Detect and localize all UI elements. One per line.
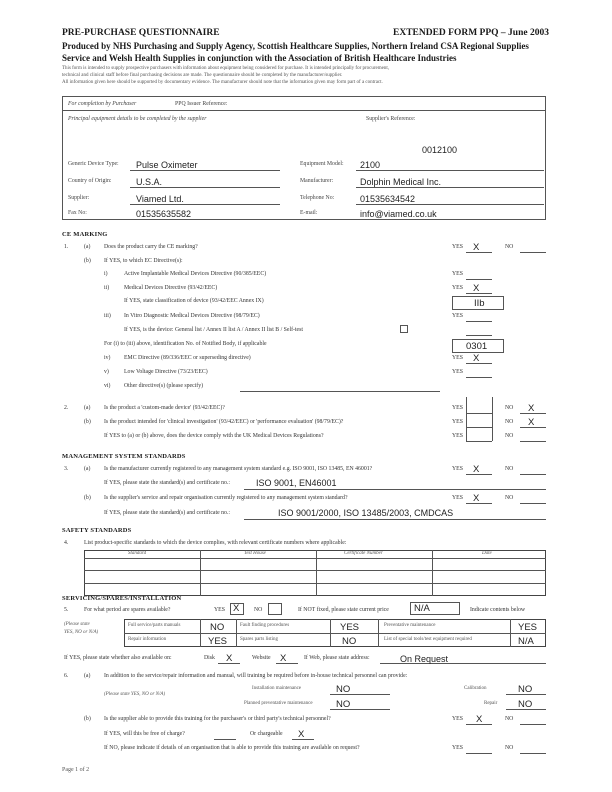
service-heading: SERVICING/SPARES/INSTALLATION [62, 595, 182, 602]
model-field[interactable]: 2100 [360, 160, 381, 170]
q1a-yes-mark[interactable]: X [473, 242, 480, 253]
no-label: NO [505, 405, 514, 411]
dir-v-yes-line [466, 377, 492, 378]
table-row-rule [84, 583, 546, 584]
yes-label: YES [452, 405, 463, 411]
q6b-free-line [214, 739, 236, 740]
r2c1-label: Repair information [128, 637, 167, 642]
r2c2-label: Spares parts listing [240, 637, 279, 642]
r1c3-label: Preventative maintenance [384, 623, 436, 628]
service-grid-rule [124, 633, 546, 634]
q5-yes-mark[interactable]: X [233, 603, 240, 614]
q1b-text: If YES, to which EC Directive(s): [104, 258, 183, 264]
q6-calibration-value[interactable]: NO [518, 684, 533, 695]
no-label: NO [505, 495, 514, 501]
no-label: NO [505, 466, 514, 472]
r1c1-value[interactable]: NO [210, 622, 225, 633]
intro-line2: technical and clinical staff before final purchasing decisions are made. The questionnaire should be completed by the manufacturer/supplier. [62, 73, 343, 78]
q2a-text: Is the product a 'custom-made device' (93/42/EEC)? [104, 405, 225, 411]
website-mark[interactable]: X [280, 653, 287, 664]
q3-number: 3. [64, 466, 69, 472]
safety-heading: SAFETY STANDARDS [62, 527, 132, 534]
country-field[interactable]: U.S.A. [136, 177, 163, 187]
q1a-text: Does the product carry the CE marking? [104, 244, 198, 250]
q6-repair-label: Repair [484, 701, 498, 706]
generic-type-label: Generic Device Type: [68, 161, 119, 167]
no-label: NO [505, 433, 514, 439]
service-grid-rule [510, 619, 511, 647]
service-grid-rule [378, 619, 379, 647]
q5-no-label: NO [254, 607, 263, 613]
q6-install-label: Installation maintenance [252, 686, 302, 691]
yes-label: YES [452, 495, 463, 501]
telephone-label: Telephone No: [300, 195, 335, 201]
q6-calibration-label: Calibration [464, 686, 487, 691]
dir-v-text: Low Voltage Directive (73/23/EEC) [124, 369, 208, 375]
col-date: Date [482, 551, 492, 556]
notified-body-value[interactable]: 0301 [466, 341, 488, 352]
dir-iii-sub-line [466, 335, 492, 336]
yes-label: YES [452, 745, 463, 751]
dir-ii-num: ii) [104, 285, 110, 291]
yes-label: YES [452, 313, 463, 319]
q3a-text: Is the manufacturer currently registered to any management system standard e.g. ISO 9001, ISO 13485, EN 46001? [104, 466, 373, 472]
dir-iv-text: EMC Directive (89/336/EEC or superseding directive) [124, 355, 251, 361]
col-test-house: Test House [244, 551, 266, 556]
r2c2-value[interactable]: NO [342, 636, 357, 647]
q6b-yes-mark[interactable]: X [476, 714, 483, 725]
q2-box-left [466, 397, 467, 441]
q6b-charge-mark[interactable]: X [298, 729, 305, 740]
q2b-sub: (b) [84, 419, 91, 425]
dir-ii-text: Medical Devices Directive (93/42/EEC) [124, 285, 218, 291]
col-standard: Standard [128, 551, 147, 556]
q5-yes-label: YES [214, 607, 225, 613]
dir-i-text: Active Implantable Medical Devices Directive (90/385/EEC) [124, 271, 267, 277]
q6c-no-line [520, 753, 546, 754]
divider [62, 110, 546, 111]
header-line3: Service and Welsh Health Supplies in conjunction with the Association of British Healthcare Industries [62, 53, 457, 63]
no-label: NO [505, 244, 514, 250]
q2c-yes-line [466, 441, 492, 442]
office-use-label: For completion by Purchaser [68, 101, 137, 107]
model-label: Equipment Model: [300, 161, 344, 167]
yes-label: YES [452, 369, 463, 375]
table-col-rule [432, 550, 433, 596]
no-label: NO [505, 419, 514, 425]
form-ref: EXTENDED FORM PPQ – June 2003 [393, 28, 549, 38]
yes-label: YES [452, 433, 463, 439]
q6b-no-line [520, 724, 546, 725]
q6-number: 6. [64, 673, 69, 679]
dir-i-num: i) [104, 271, 108, 277]
manufacturer-label: Manufacturer: [300, 178, 334, 184]
r1c2-label: Fault finding procedures [240, 623, 290, 628]
self-test-box[interactable] [400, 325, 408, 333]
class-value[interactable]: IIb [474, 298, 485, 309]
dir-vi-num: vi) [104, 383, 111, 389]
q2c-text: If YES to (a) or (b) above, does the device comply with the UK Medical Devices Regulations? [104, 433, 324, 439]
q5-period-label: If NOT fixed, please state current price [298, 607, 389, 613]
q3b-sub: (b) [84, 495, 91, 501]
table-col-rule [200, 550, 201, 596]
service-grid-rule [236, 619, 237, 647]
email-field[interactable]: info@viamed.co.uk [360, 209, 437, 219]
q6b-cost-label: If YES, will this be free of charge? [104, 731, 185, 737]
table-col-rule [316, 550, 317, 596]
q6-planned-label: Planned preventative maintenance [244, 701, 313, 706]
r2c3-value[interactable]: N/A [518, 636, 534, 647]
dir-iv-num: iv) [104, 355, 111, 361]
page-footer: Page 1 of 2 [62, 767, 90, 773]
media-label: If YES, please state whether also available on: [64, 655, 172, 661]
dir-iii-yes-line [466, 321, 492, 322]
dir-vi-text: Other directive(s) (please specify) [124, 383, 204, 389]
country-label: Country of Origin: [68, 178, 112, 184]
q6a-text: In addition to the service/repair information and manual, will training be required before in-house technical personnel can provide: [104, 673, 408, 679]
r1c2-value[interactable]: YES [340, 622, 360, 633]
q3b-no-line [520, 503, 546, 504]
q5-period-field[interactable]: N/A [414, 603, 430, 614]
manufacturer-field[interactable]: Dolphin Medical Inc. [360, 177, 442, 187]
ce-heading: CE MARKING [62, 231, 108, 238]
dir-iii-num: iii) [104, 313, 111, 319]
yes-label: YES [452, 355, 463, 361]
q3a-state-line [244, 489, 546, 490]
q3b-state-line [244, 519, 546, 520]
q3a-no-line [520, 474, 546, 475]
web-address-field[interactable]: On Request [400, 654, 449, 664]
form-title: PRE-PURCHASE QUESTIONNAIRE [62, 28, 220, 38]
no-label: NO [505, 745, 514, 751]
q3a-state-label: If YES, please state the standard(s) and certificate no.: [104, 480, 230, 486]
details-box [62, 96, 546, 220]
supplier-field[interactable]: Viamed Ltd. [136, 194, 184, 204]
q1a-sub: (a) [84, 244, 91, 250]
service-grid-rule [330, 619, 331, 647]
q2b-yes-line [466, 427, 492, 428]
intro-line1: This form is intended to supply prospective purchasers with information about equipment being considered for purchase. It is intended principally for procurement, [62, 66, 389, 71]
q5-number: 5. [64, 607, 69, 613]
r2c1-value[interactable]: YES [208, 636, 228, 647]
q4-number: 4. [64, 540, 69, 546]
q6c-text: If NO, please indicate if details of an organisation that is able to provide this training are available on request? [104, 745, 360, 751]
generic-type-field[interactable]: Pulse Oximeter [136, 160, 198, 170]
r1c3-value[interactable]: YES [518, 622, 538, 633]
instruction-label: Principal equipment details to be completed by the supplier [68, 116, 207, 122]
q6c-yes-line [466, 753, 492, 754]
q6-planned-value[interactable]: NO [336, 699, 351, 710]
q2-number: 2. [64, 405, 69, 411]
suppliers-ref-value: 0012100 [422, 145, 458, 155]
yes-label: YES [452, 285, 463, 291]
q6b-sub: (b) [84, 716, 91, 722]
dir-ii-class-label: If YES, state classification of device (93/42/EEC Annex IX) [124, 298, 264, 304]
q2b-no-mark[interactable]: X [528, 417, 535, 428]
r2c3-label: List of special tools/test equipment required [384, 637, 472, 642]
q1a-no-line [520, 252, 546, 253]
manufacturer-line [356, 187, 544, 188]
website-label: Website [252, 655, 271, 661]
side-label-2: YES, NO or N/A) [64, 630, 99, 635]
service-grid-rule [200, 619, 201, 647]
dir-iii-sub: If YES, is the device: General list / Annex II list A / Annex II list B / Self-test [124, 327, 303, 333]
email-line [356, 219, 544, 220]
fax-label: Fax No: [68, 210, 87, 216]
q6-install-value[interactable]: NO [336, 684, 351, 695]
q1-number: 1. [64, 244, 69, 250]
header-line2: Produced by NHS Purchasing and Supply Agency, Scottish Healthcare Supplies, Northern Ireland CSA Regional Supplies [62, 41, 529, 51]
fax-line [130, 219, 280, 220]
q2-box-right [492, 397, 493, 441]
q6a-sub: (a) [84, 673, 91, 679]
q3b-state-label: If YES, please state the standard(s) and certificate no.: [104, 510, 230, 516]
q3a-sub: (a) [84, 466, 91, 472]
suppliers-ref-label: Supplier's Reference: [366, 116, 416, 122]
q2a-sub: (a) [84, 405, 91, 411]
table-row-rule [84, 570, 546, 571]
q6b-or-label: Or chargeable [250, 731, 283, 737]
q3a-standards-field[interactable]: ISO 9001, EN46001 [256, 478, 337, 488]
q1b-sub: (b) [84, 258, 91, 264]
q2c-no-line [520, 441, 546, 442]
disk-label: Disk [204, 655, 215, 661]
standards-table [84, 550, 546, 596]
yes-label: YES [452, 419, 463, 425]
dir-iii-text: In Vitro Diagnostic Medical Devices Directive (98/79/EC) [124, 313, 260, 319]
dir-vi-line [240, 391, 440, 392]
generic-type-line [130, 170, 280, 171]
q6b-text: Is the supplier able to provide this training for the purchaser's or third party's technical personnel? [104, 716, 331, 722]
q3b-yes-mark[interactable]: X [473, 493, 480, 504]
intro-line3: All information given here should be supported by documentary evidence. The manufacturer should note that the information given may form part of a contract. [62, 80, 383, 85]
q6-repair-value[interactable]: NO [518, 699, 533, 710]
q5-text: For what period are spares available? [84, 607, 171, 613]
mgmt-heading: MANAGEMENT SYSTEM STANDARDS [62, 453, 186, 460]
q5-no-box[interactable] [268, 603, 282, 615]
disk-mark[interactable]: X [226, 653, 233, 664]
q2a-no-mark[interactable]: X [528, 403, 535, 414]
model-line [356, 170, 544, 171]
yes-label: YES [452, 271, 463, 277]
q3b-standards-field[interactable]: ISO 9001/2000, ISO 13485/2003, CMDCAS [278, 508, 454, 518]
country-line [130, 187, 280, 188]
email-label: E-mail: [300, 210, 318, 216]
dir-ii-yes-mark[interactable]: X [473, 283, 480, 294]
telephone-line [356, 204, 544, 205]
fax-field[interactable]: 01535635582 [136, 209, 192, 219]
dir-i-yes-line [466, 279, 492, 280]
q6-side-label: (Please state YES, NO or N/A) [104, 692, 166, 697]
dir-iv-yes-mark[interactable]: X [473, 353, 480, 364]
q4-text: List product-specific standards to which the device complies, with relevant certificate numbers where applicable: [84, 540, 347, 546]
q5-contents-label: Indicate contents below [470, 607, 526, 613]
supplier-label: Supplier: [68, 195, 90, 201]
side-label-1: (Please state [64, 622, 90, 627]
yes-label: YES [452, 716, 463, 722]
q2b-text: Is the product intended for 'clinical investigation' (93/42/EEC) or 'performance evaluation' (98/79/EC)? [104, 419, 344, 425]
q2a-yes-line [466, 413, 492, 414]
col-certificate: Certificate Number [344, 551, 383, 556]
r1c1-label: Full service/parts manuals [128, 623, 181, 628]
notified-body-label: For (i) to (iii) above, identification No. of Notified Body, if applicable [104, 341, 267, 347]
telephone-field[interactable]: 01535634542 [360, 194, 416, 204]
no-label: NO [505, 716, 514, 722]
supplier-line [130, 204, 280, 205]
web-address-label: If Web, please state address: [304, 655, 370, 661]
dir-v-num: v) [104, 369, 109, 375]
yes-label: YES [452, 244, 463, 250]
ppq-ref-label: PPQ Issuer Reference: [175, 101, 228, 107]
q3b-text: Is the supplier's service and repair organisation currently registered to any management system standard? [104, 495, 348, 501]
table-header-rule [84, 558, 546, 559]
yes-label: YES [452, 466, 463, 472]
q3a-yes-mark[interactable]: X [473, 464, 480, 475]
